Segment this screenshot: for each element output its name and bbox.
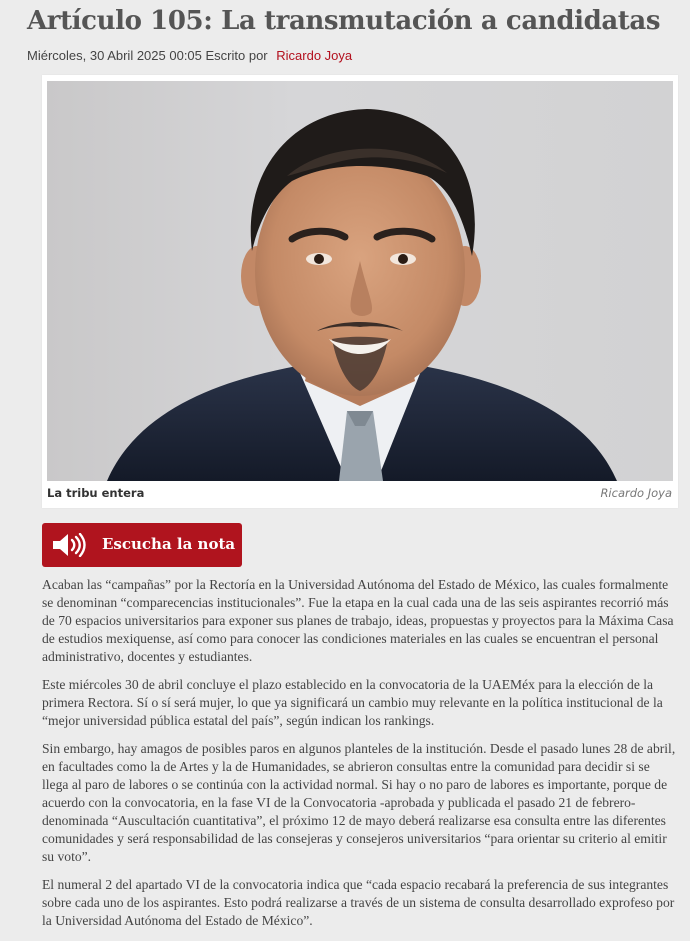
publish-date: Miércoles, 30 Abril 2025 00:05 Escrito por	[27, 48, 268, 63]
paragraph: Este miércoles 30 de abril concluye el plazo establecido en la convocatoria de la UAEMéx para la elección de la primera Rectora. Sí o sí será mujer, lo que ya significará un cambio muy relevante en la política institucional de la “mejor universidad pública estatal del país”, según indican los rankings.	[42, 677, 663, 728]
article-figure	[42, 75, 678, 508]
paragraph: El numeral 2 del apartado VI de la convocatoria indica que “cada espacio recabará la preferencia de sus integrantes sobre cada uno de los aspirantes. Esto podrá realizarse a través de un sistema de consulta desarrollado exprofeso por la Universidad Autónoma del Estado de México”.	[42, 877, 675, 928]
article-photo	[47, 81, 673, 481]
author-link[interactable]: Ricardo Joya	[276, 48, 353, 63]
photo-caption: La tribu entera	[47, 486, 145, 500]
listen-button[interactable]	[42, 523, 242, 567]
article-title: Artículo 105: La transmutación a candidatas	[27, 6, 661, 36]
listen-button-label: Escucha la nota	[102, 535, 236, 553]
speaker-icon	[52, 533, 86, 562]
article-body	[42, 576, 678, 940]
paragraph: Sin embargo, hay amagos de posibles paros en algunos planteles de la institución. Desde el pasado lunes 28 de abril, en facultades como la de Artes y la de Humanidades, se abrieron consultas entre la comunidad para decidir si se llega al paro de labores o se continúa con la actividad normal. Si hay o no paro de labores es importante, porque de acuerdo con la convocatoria, en la fase VI de la Convocatoria -aprobada y publicada el pasado 21 de febrero- denominada “Auscultación cuantitativa”, el próximo 12 de mayo deberá realizarse esa consulta entre las diferentes comunidades y será responsabilidad de las consejeras y consejeros universitarios “para orientar su criterio al emitir su voto”.	[42, 741, 676, 864]
photo-credit: Ricardo Joya	[600, 486, 672, 500]
article-meta	[27, 48, 352, 63]
paragraph: Acaban las “campañas” por la Rectoría en la Universidad Autónoma del Estado de México, las cuales formalmente se denominan “comparecencias institucionales”. Fue la etapa en la cual cada una de las seis aspirantes recorrió más de 70 espacios universitarios para exponer sus planes de trabajo, ideas, propuestas y proyectos para la Máxima Casa de estudios mexiquense, así como para conocer las condiciones materiales en las cuales se encuentran el personal administrativo, docentes y estudiantes.	[42, 577, 674, 664]
